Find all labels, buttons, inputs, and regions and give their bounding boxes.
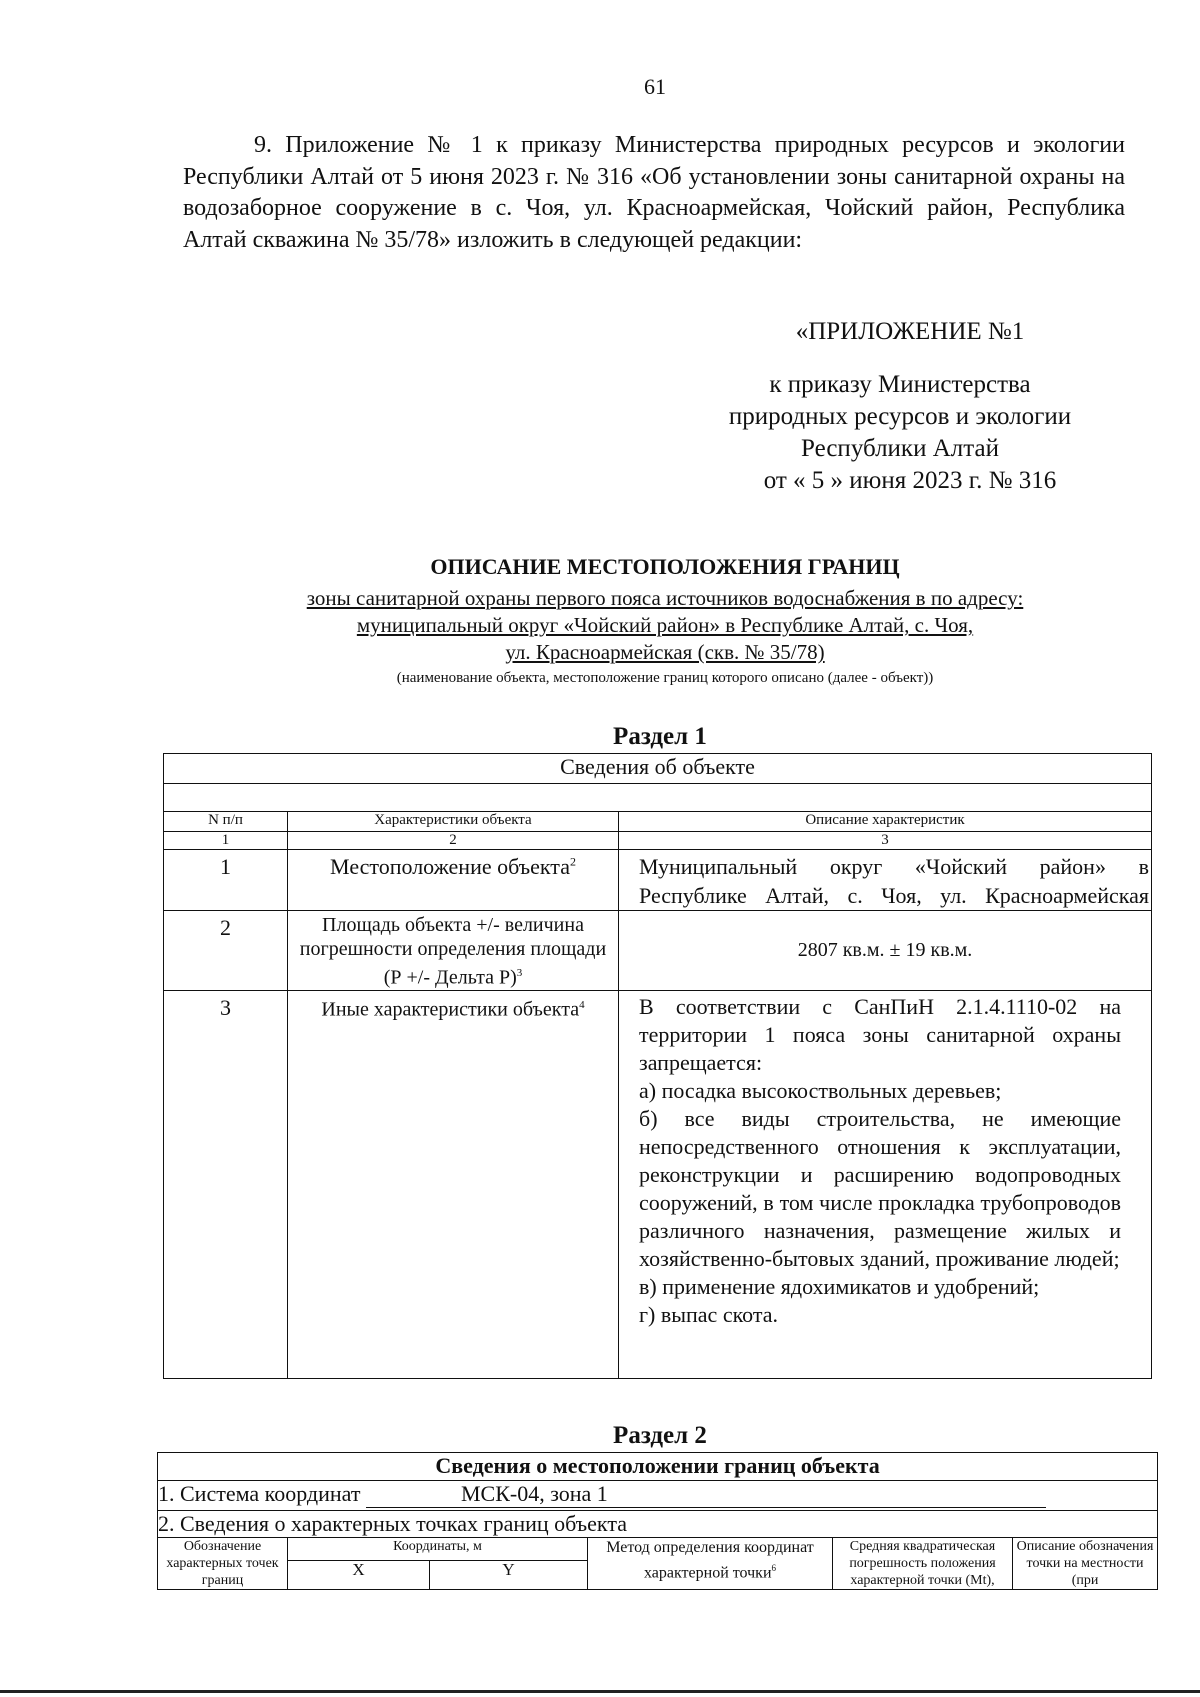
subtitle-line-3: ул. Красноармейская (скв. № 35/78) [505,640,825,664]
column-header-designation: Обозначение характерных точек границ [158,1538,288,1590]
row-description [619,991,1152,1379]
prohibition-item-a: а) посадка высокоствольных деревьев; [639,1078,1002,1103]
coordinate-system-value: МСК-04, зона 1 [366,1481,1046,1508]
prohibition-item-c: в) применение ядохимикатов и удобрений; [639,1274,1040,1299]
prohibition-item-b: б) все виды строительства, не имеющие непосредственного отношения к эксплуатации, реконструкции и расширению водопроводных сооружений, в том числе прокладка трубопроводов различного назначения, размещение жилых и хозяйственно-бытовых зданий, проживание людей; [639,1106,1121,1271]
table-row [164,911,1152,991]
row-characteristic: Иные характеристики объекта$^4$ [288,991,619,1379]
column-header-x: X [288,1560,430,1589]
table-row [164,991,1152,1379]
points-label: 2. Сведения о характерных точках границ объекта [158,1511,1158,1538]
column-header-coordinates: Координаты, м [288,1538,588,1561]
column-header-point-description: Описание обозначения точки на местности (при [1013,1538,1158,1590]
row-number: 3 [164,991,288,1379]
column-header-description: Описание характеристик [619,812,1152,832]
coordinate-system-row [158,1481,1158,1511]
row-number: 1 [164,850,288,911]
subtitle-line-2: муниципальный округ «Чойский район» в Республике Алтай, с. Чоя, [356,613,974,637]
column-header-method: Метод определения координат характерной точки$^6$ [588,1538,833,1590]
row-description: Муниципальный округ «Чойский район» в Республике Алтай, с. Чоя, ул. Красноармейская [619,850,1152,911]
empty-row [164,784,1152,812]
coordinate-system-label: 1. Система координат [158,1481,361,1506]
object-info-table [163,753,1152,1379]
column-header-number: N п/п [164,812,288,832]
column-header-characteristic: Характеристики объекта [288,812,619,832]
appendix-line-2: природных ресурсов и экологии [728,403,1072,430]
page-bottom-border [0,1690,1200,1693]
page-number: 61 [644,74,666,99]
table-title: Сведения об объекте [164,754,1152,784]
column-header-y: Y [430,1560,588,1589]
subtitle-note: (наименование объекта, местоположение границ которого описано (далее - объект)) [396,670,934,686]
column-number-3: 3 [619,832,1152,850]
row-description: 2807 кв.м. ± 19 кв.м. [619,911,1152,991]
document-title: ОПИСАНИЕ МЕСТОПОЛОЖЕНИЯ ГРАНИЦ [430,554,900,579]
row-number: 2 [164,911,288,991]
prohibition-item-d: г) выпас скота. [639,1302,779,1327]
appendix-line-1: к приказу Министерства [769,371,1031,398]
table-title: Сведения о местоположении границ объекта [158,1453,1158,1481]
boundary-location-table [157,1452,1158,1590]
column-header-error: Средняя квадратическая погрешность положения характерной точки (Mt), [833,1538,1013,1590]
appendix-title: «ПРИЛОЖЕНИЕ №1 [795,318,1025,345]
subtitle-line-1: зоны санитарной охраны первого пояса источников водоснабжения в по адресу: [306,586,1024,610]
intro-paragraph: 9. Приложение № 1 к приказу Министерства природных ресурсов и экологии Республики Алтай от 5 июня 2023 г. № 316 «Об установлении зоны санитарной охраны на водозаборное сооружение в с. Чоя, ул. Красноармейская, Чойский район, Республика Алтай скважина № 35/78» изложить в следующей редакции: [183,132,1125,253]
row-characteristic: Местоположение объекта$^2$ [288,850,619,911]
column-number-1: 1 [164,832,288,850]
prohibition-intro: В соответствии с СанПиН 2.1.4.1110-02 на территории 1 пояса зоны санитарной охраны запрещается: [639,994,1121,1075]
appendix-line-4: от « 5 » июня 2023 г. № 316 [763,467,1057,494]
row-characteristic: Площадь объекта +/- величина погрешности определения площади (Р +/- Дельта Р)$^3$ [288,911,619,991]
section-1-heading: Раздел 1 [613,723,707,750]
table-row [164,850,1152,911]
column-number-2: 2 [288,832,619,850]
section-2-heading: Раздел 2 [613,1422,707,1449]
appendix-line-3: Республики Алтай [801,435,999,462]
